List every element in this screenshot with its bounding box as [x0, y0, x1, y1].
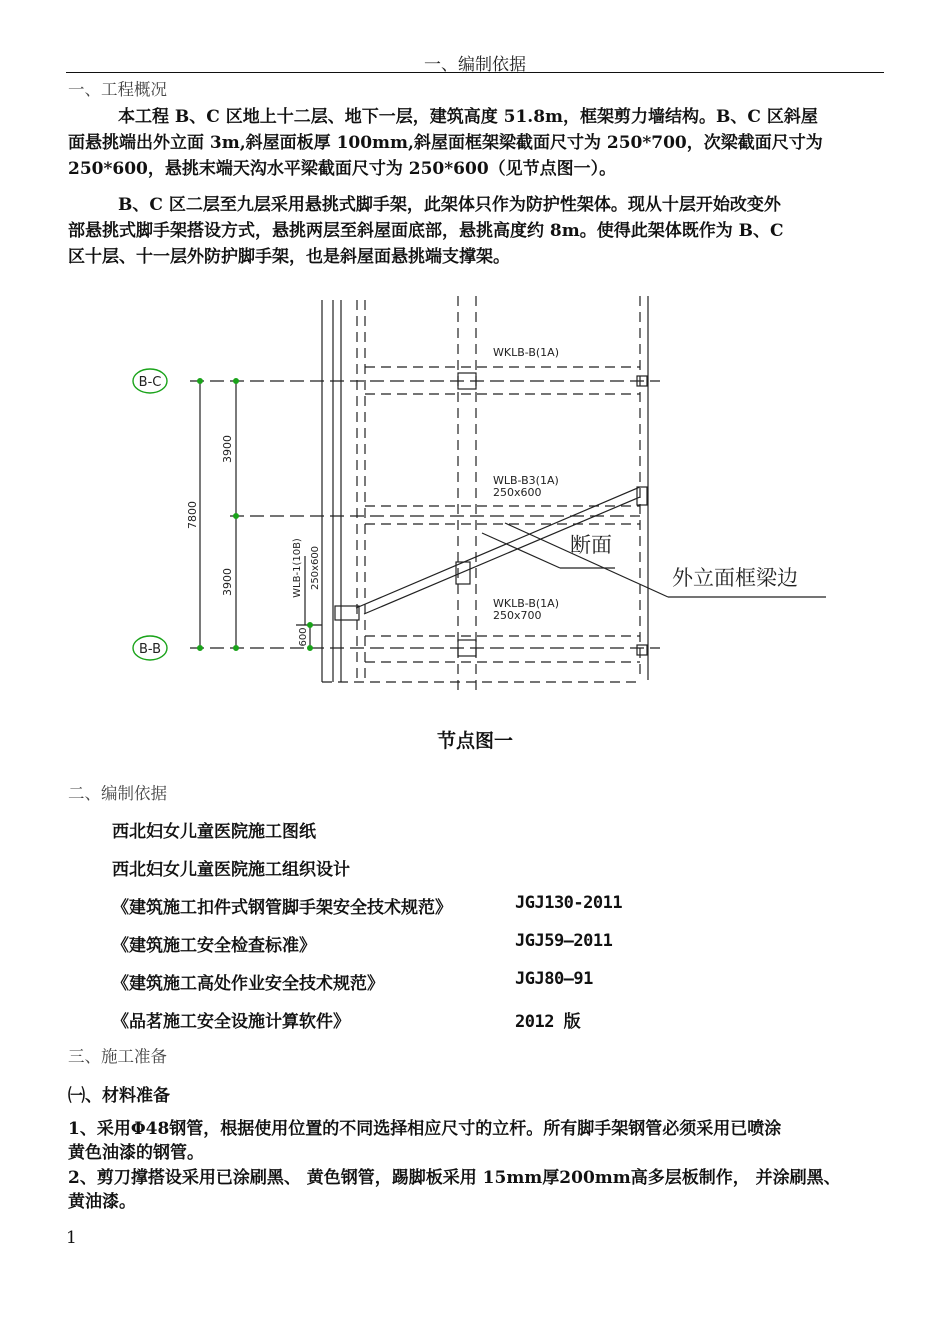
- reference-code: JGJ130-2011: [515, 893, 623, 913]
- axis-label-top: B-C: [138, 375, 162, 390]
- para2-line: B、C 区二层至九层采用悬挑式脚手架，此架体只作为防护性架体。现从十层开始改变外: [118, 195, 781, 215]
- reference-code: 2012 版: [515, 1012, 581, 1032]
- beam-vert-size: 250x600: [310, 545, 321, 591]
- beam-bottom-label: WKLB-B(1A): [493, 597, 559, 610]
- axis-label-bottom: B-B: [138, 642, 162, 657]
- label-facade-edge: 外立面框梁边: [672, 566, 798, 590]
- dim-upper: 3900: [221, 435, 234, 463]
- beam-vert-label: WLB-1(10B): [292, 538, 303, 598]
- para1-line: 本工程 B、C 区地上十二层、地下一层，建筑高度 51.8m，框架剪力墙结构。B、C 区斜屋: [118, 107, 818, 127]
- item1-line: 1、采用Φ48钢管，根据使用位置的不同选择相应尺寸的立杆。所有脚手架钢管必须采用已喷涂: [68, 1119, 782, 1139]
- item1-line: 黄色油漆的钢管。: [68, 1143, 204, 1163]
- dim-lower: 3900: [221, 568, 234, 596]
- page-number: 1: [66, 1228, 77, 1248]
- reference-item: 西北妇女儿童医院施工图纸: [112, 822, 316, 842]
- beam-mid-label: WLB-B3(1A): [493, 474, 559, 487]
- figure-caption: 节点图一: [436, 730, 513, 752]
- dim-total: 7800: [186, 501, 199, 529]
- para2-line: 部悬挑式脚手架搭设方式，悬挑两层至斜屋面底部，悬挑高度约 8m。使得此架体既作为 B、C: [68, 221, 784, 241]
- item2-line: 黄油漆。: [68, 1192, 136, 1212]
- reference-item: 西北妇女儿童医院施工组织设计: [112, 860, 350, 880]
- item2-line: 2、剪刀撑搭设采用已涂刷黑、 黄色钢管，踢脚板采用 15mm厚200mm高多层板制作， 并涂刷黑、: [68, 1168, 841, 1188]
- para1-line: 250*600，悬挑末端天沟水平梁截面尺寸为 250*600（见节点图一）。: [68, 159, 617, 179]
- section1-title: 一、工程概况: [68, 80, 167, 99]
- reference-item: 《品茗施工安全设施计算软件》: [112, 1012, 350, 1032]
- para1-line: 面悬挑端出外立面 3m,斜屋面板厚 100mm,斜屋面框架梁截面尺寸为 250*700，次梁截面尺寸为: [68, 133, 823, 153]
- beam-mid-size: 250x600: [493, 486, 542, 499]
- reference-item: 《建筑施工扣件式钢管脚手架安全技术规范》: [112, 898, 452, 918]
- beam-bottom-size: 250x700: [493, 609, 542, 622]
- material-item-1: [68, 1117, 868, 1165]
- reference-item: 《建筑施工安全检查标准》: [112, 936, 316, 956]
- section3-title: 三、施工准备: [68, 1047, 167, 1066]
- page-header-title: 一、编制依据: [424, 55, 526, 75]
- label-section: 断面: [570, 533, 612, 557]
- reference-item: 《建筑施工高处作业安全技术规范》: [112, 974, 384, 994]
- material-item-2: [68, 1166, 868, 1214]
- beam-top-label: WKLB-B(1A): [493, 346, 559, 359]
- section2-title: 二、编制依据: [68, 784, 167, 803]
- reference-code: JGJ80—91: [515, 969, 593, 989]
- section3-subtitle: ㈠、材料准备: [68, 1086, 170, 1106]
- dim-600: 600: [298, 627, 309, 647]
- reference-code: JGJ59—2011: [515, 931, 613, 951]
- para2-line: 区十层、十一层外防护脚手架，也是斜屋面悬挑端支撑架。: [68, 247, 510, 267]
